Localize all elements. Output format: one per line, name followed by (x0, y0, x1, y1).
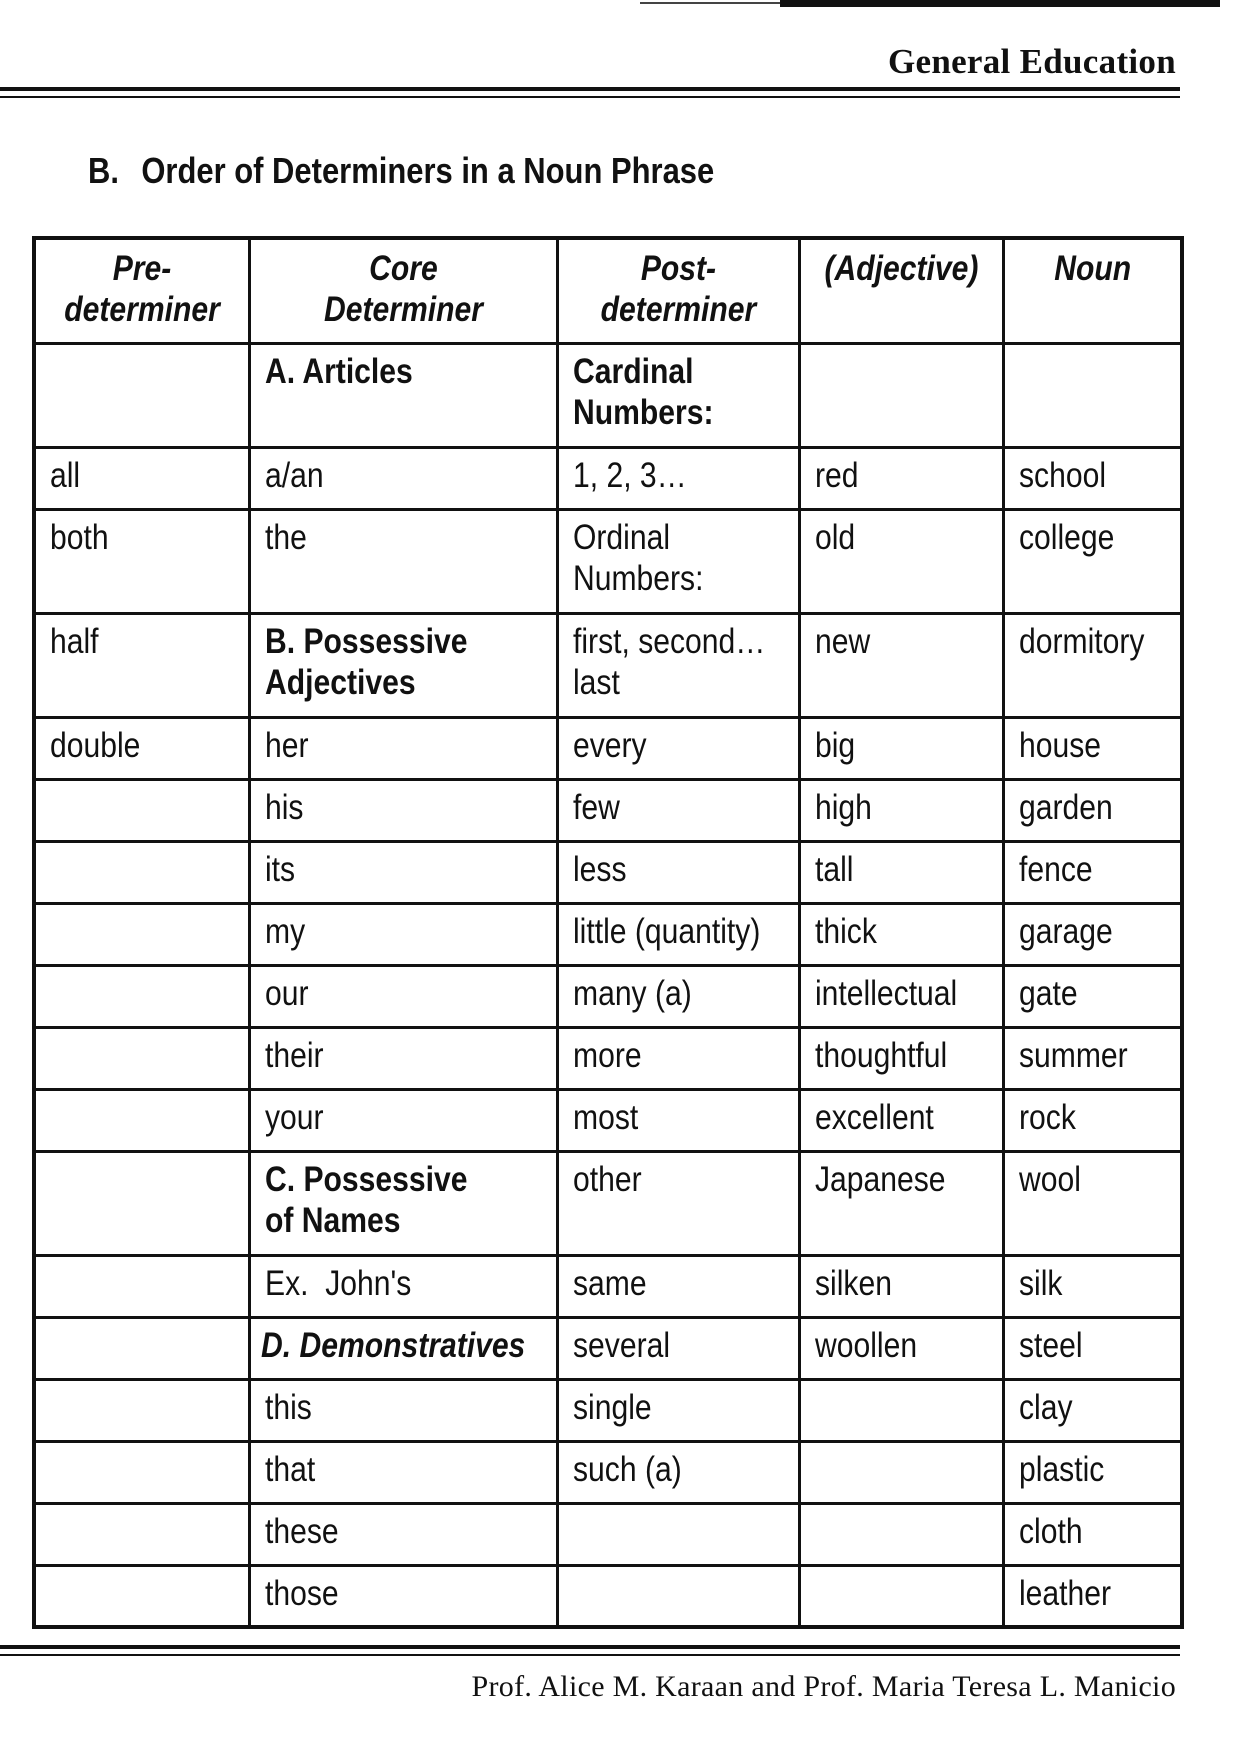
table-cell (557, 1503, 799, 1565)
table-cell (34, 779, 250, 841)
table-row (34, 965, 1182, 1027)
table-cell (34, 1027, 250, 1089)
table-cell (34, 1151, 250, 1255)
table-row (34, 447, 1182, 509)
header-rule-thin (0, 96, 1180, 98)
table-cell (34, 1089, 250, 1151)
table-cell: their (250, 1027, 558, 1089)
table-cell: her (250, 717, 558, 779)
column-header: (Adjective) (799, 238, 1004, 343)
table-cell: first, second… last (557, 613, 799, 717)
table-cell: red (799, 447, 1004, 509)
table-row (34, 1503, 1182, 1565)
table-cell: dormitory (1004, 613, 1182, 717)
table-cell: big (799, 717, 1004, 779)
table-cell: wool (1004, 1151, 1182, 1255)
table-cell: D. Demonstratives (250, 1317, 558, 1379)
table-cell (799, 343, 1004, 447)
table-cell: that (250, 1441, 558, 1503)
table-cell: Ordinal Numbers: (557, 509, 799, 613)
top-decorative-line (780, 0, 1220, 7)
table-cell (799, 1565, 1004, 1627)
table-row (34, 1027, 1182, 1089)
top-decorative-line-thin (640, 2, 780, 4)
table-cell: silk (1004, 1255, 1182, 1317)
table-cell: 1, 2, 3… (557, 447, 799, 509)
table-cell (34, 1379, 250, 1441)
footer-rule-thin (0, 1654, 1180, 1656)
table-cell: garage (1004, 903, 1182, 965)
table-row (34, 841, 1182, 903)
column-header: Core Determiner (250, 238, 558, 343)
column-header: Post-determiner (557, 238, 799, 343)
table-cell: new (799, 613, 1004, 717)
table-cell: our (250, 965, 558, 1027)
table-cell: several (557, 1317, 799, 1379)
table-cell: his (250, 779, 558, 841)
table-cell: double (34, 717, 250, 779)
footer-authors: Prof. Alice M. Karaan and Prof. Maria Teresa L. Manicio (471, 1670, 1176, 1703)
running-header: General Education (887, 42, 1176, 81)
table-cell: college (1004, 509, 1182, 613)
footer-rule (0, 1645, 1180, 1649)
table-cell: steel (1004, 1317, 1182, 1379)
section-letter: B. (88, 150, 119, 191)
table-cell: thick (799, 903, 1004, 965)
table-cell: rock (1004, 1089, 1182, 1151)
column-header: Pre-determiner (34, 238, 250, 343)
table-cell (34, 1565, 250, 1627)
table-row (34, 717, 1182, 779)
table-cell (34, 1441, 250, 1503)
table-cell: Ex. John's (250, 1255, 558, 1317)
table-cell: both (34, 509, 250, 613)
table-cell (1004, 343, 1182, 447)
table-row (34, 1565, 1182, 1627)
table-row (34, 1379, 1182, 1441)
table-cell: thoughtful (799, 1027, 1004, 1089)
table-cell: the (250, 509, 558, 613)
table-cell: less (557, 841, 799, 903)
table-row (34, 343, 1182, 447)
table-cell: clay (1004, 1379, 1182, 1441)
table-cell: Cardinal Numbers: (557, 343, 799, 447)
table-cell: gate (1004, 965, 1182, 1027)
table-cell: other (557, 1151, 799, 1255)
table-cell (34, 1317, 250, 1379)
header-rule (0, 87, 1180, 91)
table-cell: a/an (250, 447, 558, 509)
determiner-table (32, 236, 1184, 1629)
table-cell: plastic (1004, 1441, 1182, 1503)
table-cell: single (557, 1379, 799, 1441)
table-cell: old (799, 509, 1004, 613)
table-row (34, 1441, 1182, 1503)
table-cell: your (250, 1089, 558, 1151)
table-cell: this (250, 1379, 558, 1441)
table-row (34, 509, 1182, 613)
table-cell: A. Articles (250, 343, 558, 447)
table-cell (34, 965, 250, 1027)
table-cell: silken (799, 1255, 1004, 1317)
table-cell (799, 1441, 1004, 1503)
section-title-text: Order of Determiners in a Noun Phrase (141, 150, 715, 191)
table-cell: these (250, 1503, 558, 1565)
table-cell (34, 841, 250, 903)
table-row (34, 1151, 1182, 1255)
table-cell: all (34, 447, 250, 509)
table-cell (34, 1503, 250, 1565)
section-title (88, 150, 714, 192)
table-row (34, 1255, 1182, 1317)
table-cell: garden (1004, 779, 1182, 841)
table-cell: my (250, 903, 558, 965)
table-cell (34, 343, 250, 447)
table-cell: intellectual (799, 965, 1004, 1027)
table-cell: leather (1004, 1565, 1182, 1627)
table-cell: half (34, 613, 250, 717)
table-cell (799, 1379, 1004, 1441)
table-cell: many (a) (557, 965, 799, 1027)
table-row (34, 903, 1182, 965)
table-cell: little (quantity) (557, 903, 799, 965)
table-cell (34, 1255, 250, 1317)
table-cell (557, 1565, 799, 1627)
table-row (34, 1317, 1182, 1379)
table-cell: most (557, 1089, 799, 1151)
table-cell: cloth (1004, 1503, 1182, 1565)
table-cell: excellent (799, 1089, 1004, 1151)
table-cell: same (557, 1255, 799, 1317)
table-row (34, 779, 1182, 841)
table-cell: Japanese (799, 1151, 1004, 1255)
table-cell (799, 1503, 1004, 1565)
table-cell: more (557, 1027, 799, 1089)
table-cell: school (1004, 447, 1182, 509)
table-cell: few (557, 779, 799, 841)
table-cell: C. Possessive of Names (250, 1151, 558, 1255)
table-cell: fence (1004, 841, 1182, 903)
table-header-row (34, 238, 1182, 343)
table-cell: high (799, 779, 1004, 841)
table-cell: those (250, 1565, 558, 1627)
table-cell (34, 903, 250, 965)
table-row (34, 613, 1182, 717)
table-cell: its (250, 841, 558, 903)
table-cell: summer (1004, 1027, 1182, 1089)
table-cell: house (1004, 717, 1182, 779)
table-cell: woollen (799, 1317, 1004, 1379)
column-header: Noun (1004, 238, 1182, 343)
table-cell: every (557, 717, 799, 779)
table-row (34, 1089, 1182, 1151)
table-cell: B. Possessive Adjectives (250, 613, 558, 717)
table-cell: tall (799, 841, 1004, 903)
table-cell: such (a) (557, 1441, 799, 1503)
